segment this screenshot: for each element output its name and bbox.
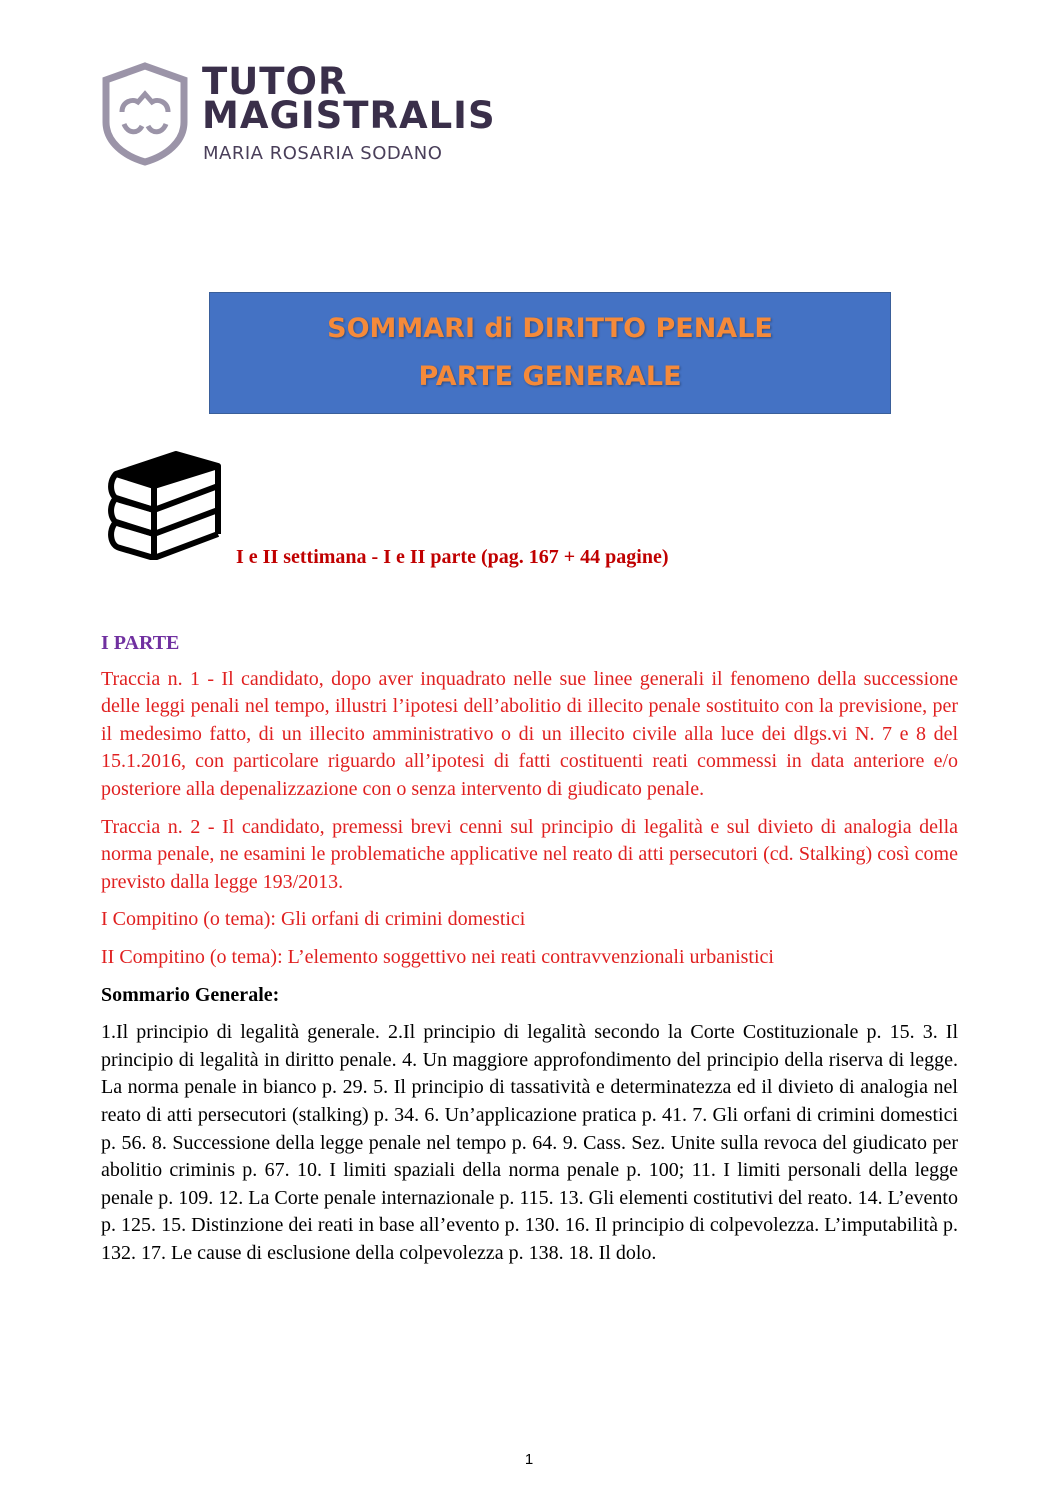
- summary-text: 1.Il principio di legalità generale. 2.Il principio di legalità secondo la Corte Costituzionale p. 15. 3. Il principio di legalità in diritto penale. 4. Un maggiore approfondimento del principio della riserva di legge. La norma penale in bianco p. 29. 5. Il principio di tassatività e determinatezza ed il divieto di analogia nel reato di atti persecutori (stalking) p. 34. 6. Un’applicazione pratica p. 41. 7. Gli orfani di crimini domestici p. 56. 8. Successione della legge penale nel tempo p. 64. 9. Cass. Sez. Unite sulla revoca del giudicato per abolitio criminis p. 67. 10. I limiti spaziali della norma penale p. 100; 11. I limiti personali della legge penale p. 109. 12. La Corte penale internazionale p. 115. 13. Gli elementi costitutivi del reato. 14. L’evento p. 125. 15. Distinzione dei reati in base all’evento p. 130. 16. Il principio di colpevolezza. L’imputabilità p. 132. 17. Le cause di esclusione della colpevolezza p. 138. 18. Il dolo.: [101, 1021, 958, 1264]
- weeks-subtitle: I e II settimana - I e II parte (pag. 167 + 44 pagine): [236, 546, 669, 568]
- shield-logo-icon: [100, 62, 190, 166]
- traccia-1: Traccia n. 1 - Il candidato, dopo aver inquadrato nelle sue linee generali il fenomeno della successione delle leggi penali nel tempo, illustri l’ipotesi dell’abolitio di illecito penale sostituito con la previsione, per il medesimo fatto, di un illecito amministrativo o di un illecito civile alla luce dei dlgs.vi N. 7 e 8 del 15.1.2016, con particolare riguardo all’ipotesi di fatti costituenti reati commessi in data anteriore e/o posteriore alla depenalizzazione con o senza intervento di giudicato penale.: [101, 667, 958, 800]
- title-banner: [209, 292, 891, 414]
- banner-title-line-1: SOMMARI di DIRITTO PENALE: [327, 313, 773, 344]
- page-number: 1: [524, 1451, 534, 1468]
- document-body: [101, 630, 958, 1267]
- compitino-1: I Compitino (o tema): Gli orfani di crimini domestici: [101, 908, 526, 931]
- compitino-2: II Compitino (o tema): L’elemento soggettivo nei reati contravvenzionali urbanistici: [101, 945, 774, 968]
- books-stack-icon: [106, 450, 226, 560]
- banner-title-line-2: PARTE GENERALE: [418, 361, 682, 392]
- logo-author-name: MARIA ROSARIA SODANO: [203, 143, 443, 164]
- summary-title: Sommario Generale:: [101, 983, 280, 1006]
- tutor-magistralis-logo: [100, 62, 500, 172]
- traccia-2: Traccia n. 2 - Il candidato, premessi brevi cenni sul principio di legalità e sul divieto di analogia della norma penale, ne esamini le problematiche applicative nel reato di atti persecutori (cd. Stalking) così come previsto dalla legge 193/2013.: [101, 815, 958, 893]
- logo-line-2: MAGISTRALIS: [202, 94, 496, 137]
- section-heading: I PARTE: [101, 632, 180, 654]
- logo-line-1: TUTOR: [202, 60, 348, 103]
